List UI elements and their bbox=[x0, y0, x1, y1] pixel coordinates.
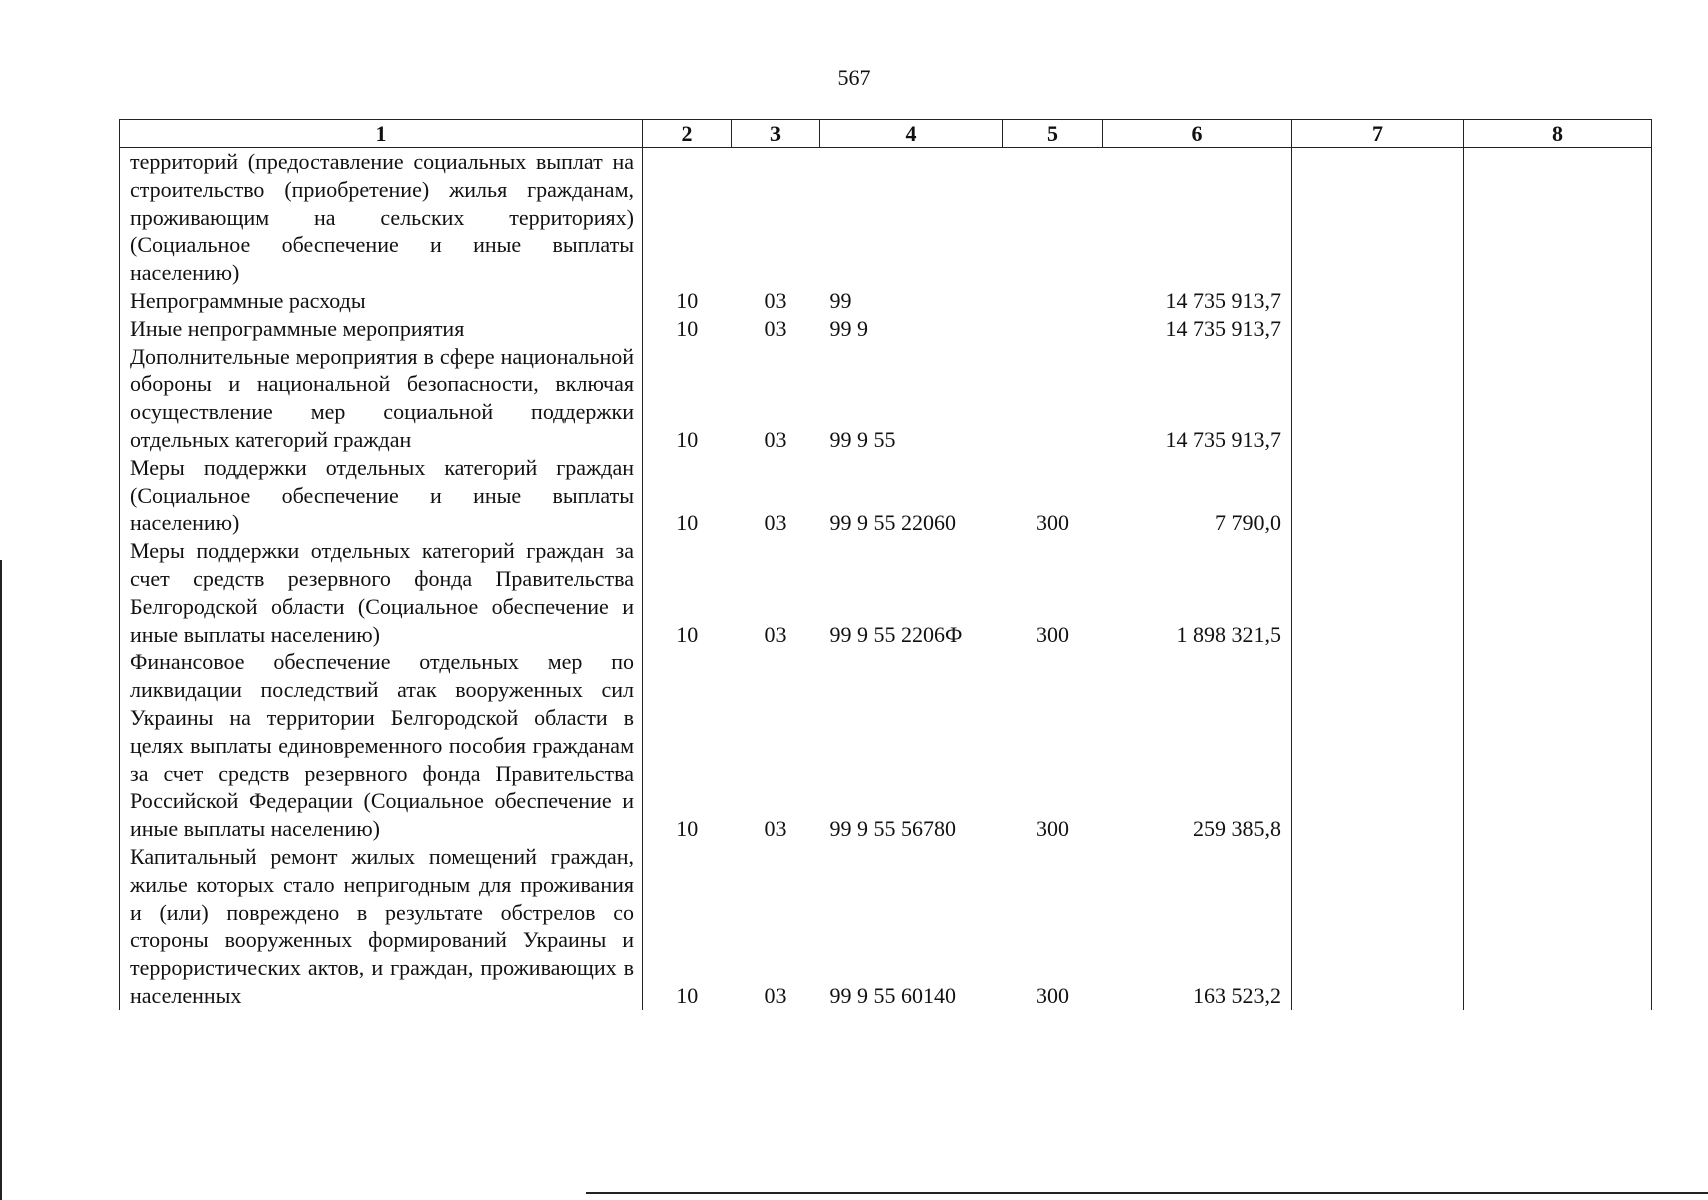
row-amount: 1 898 321,5 bbox=[1103, 537, 1292, 648]
row-subsection: 03 bbox=[764, 426, 787, 452]
row-description: Меры поддержки отдельных категорий граждан за счет средств резервного фонда Правительства Белгородской области (Социальное обеспечение и иные выплаты населению) bbox=[120, 537, 643, 648]
row-col7 bbox=[1292, 843, 1464, 1010]
row-col7 bbox=[1292, 343, 1464, 454]
row-col8 bbox=[1464, 648, 1652, 843]
row-col7 bbox=[1292, 148, 1464, 287]
row-target-code: 99 9 55 22060 bbox=[829, 510, 956, 536]
row-subsection: 03 bbox=[764, 510, 787, 536]
bottom-rule bbox=[586, 1192, 1708, 1194]
row-col8 bbox=[1464, 343, 1652, 454]
row-target-code: 99 9 55 60140 bbox=[829, 982, 956, 1008]
row-expense-type: 300 bbox=[1036, 982, 1069, 1008]
table-row bbox=[120, 454, 1652, 537]
row-target-code: 99 bbox=[829, 287, 852, 313]
column-header: 4 bbox=[820, 120, 1003, 148]
row-col7 bbox=[1292, 315, 1464, 343]
row-description: Капитальный ремонт жилых помещений граждан, жилье которых стало непригодным для проживания и (или) повреждено в результате обстрелов со стороны вооруженных формирований Украины и террористических актов, и граждан, проживающих в населенных bbox=[120, 843, 643, 1010]
row-section: 10 bbox=[676, 982, 699, 1008]
row-subsection bbox=[732, 148, 820, 287]
row-amount: 259 385,8 bbox=[1103, 648, 1292, 843]
row-col8 bbox=[1464, 287, 1652, 315]
row-col8 bbox=[1464, 843, 1652, 1010]
row-expense-type bbox=[1003, 315, 1103, 343]
row-section: 10 bbox=[676, 315, 699, 341]
row-col7 bbox=[1292, 454, 1464, 537]
row-col7 bbox=[1292, 287, 1464, 315]
row-amount: 14 735 913,7 bbox=[1103, 343, 1292, 454]
row-subsection: 03 bbox=[764, 621, 787, 647]
table-row bbox=[120, 148, 1652, 287]
row-subsection: 03 bbox=[764, 982, 787, 1008]
row-section bbox=[643, 148, 732, 287]
row-col8 bbox=[1464, 454, 1652, 537]
row-description: территорий (предоставление социальных выплат на строительство (приобретение) жилья гражданам, проживающим на сельских территориях) (Социальное обеспечение и иные выплаты населению) bbox=[120, 148, 643, 287]
row-section: 10 bbox=[676, 621, 699, 647]
row-expense-type: 300 bbox=[1036, 621, 1069, 647]
header-row bbox=[120, 120, 1652, 148]
row-amount: 14 735 913,7 bbox=[1103, 287, 1292, 315]
row-subsection: 03 bbox=[764, 287, 787, 313]
table-row bbox=[120, 648, 1652, 843]
row-description: Иные непрограммные мероприятия bbox=[120, 315, 643, 343]
table-row bbox=[120, 343, 1652, 454]
row-description: Непрограммные расходы bbox=[120, 287, 643, 315]
row-col7 bbox=[1292, 537, 1464, 648]
row-section: 10 bbox=[676, 816, 699, 842]
row-target-code: 99 9 55 2206Ф bbox=[829, 621, 963, 647]
row-amount bbox=[1103, 148, 1292, 287]
row-section: 10 bbox=[676, 510, 699, 536]
column-header: 2 bbox=[643, 120, 732, 148]
row-expense-type bbox=[1003, 148, 1103, 287]
row-expense-type bbox=[1003, 287, 1103, 315]
row-target-code: 99 9 55 bbox=[829, 426, 896, 452]
row-col8 bbox=[1464, 537, 1652, 648]
row-subsection: 03 bbox=[764, 315, 787, 341]
row-description: Дополнительные мероприятия в сфере национальной обороны и национальной безопасности, включая осуществление мер социальной поддержки отдельных категорий граждан bbox=[120, 343, 643, 454]
row-description: Меры поддержки отдельных категорий граждан (Социальное обеспечение и иные выплаты населению) bbox=[120, 454, 643, 537]
row-col7 bbox=[1292, 648, 1464, 843]
row-col8 bbox=[1464, 148, 1652, 287]
row-target-code: 99 9 bbox=[829, 315, 868, 341]
column-header: 1 bbox=[120, 120, 643, 148]
row-col8 bbox=[1464, 315, 1652, 343]
row-section: 10 bbox=[676, 287, 699, 313]
row-target-code bbox=[820, 148, 1003, 287]
column-header: 7 bbox=[1292, 120, 1464, 148]
row-subsection: 03 bbox=[764, 816, 787, 842]
row-amount: 7 790,0 bbox=[1103, 454, 1292, 537]
table-row bbox=[120, 315, 1652, 343]
budget-table bbox=[119, 119, 1652, 1010]
scan-margin-line bbox=[0, 560, 2, 1200]
column-header: 8 bbox=[1464, 120, 1652, 148]
table-row bbox=[120, 843, 1652, 1010]
row-expense-type: 300 bbox=[1036, 510, 1069, 536]
column-header: 5 bbox=[1003, 120, 1103, 148]
row-section: 10 bbox=[676, 426, 699, 452]
row-amount: 14 735 913,7 bbox=[1103, 315, 1292, 343]
row-description: Финансовое обеспечение отдельных мер по ликвидации последствий атак вооруженных сил Украины на территории Белгородской области в целях выплаты единовременного пособия гражданам за счет средств резервного фонда Правительства Российской Федерации (Социальное обеспечение и иные выплаты населению) bbox=[120, 648, 643, 843]
row-expense-type: 300 bbox=[1036, 816, 1069, 842]
row-target-code: 99 9 55 56780 bbox=[829, 816, 956, 842]
column-header: 3 bbox=[732, 120, 820, 148]
budget-table-wrapper bbox=[119, 119, 1651, 1010]
row-amount: 163 523,2 bbox=[1103, 843, 1292, 1010]
row-expense-type bbox=[1003, 343, 1103, 454]
table-row bbox=[120, 537, 1652, 648]
column-header: 6 bbox=[1103, 120, 1292, 148]
table-row bbox=[120, 287, 1652, 315]
page-number: 567 bbox=[837, 65, 871, 90]
